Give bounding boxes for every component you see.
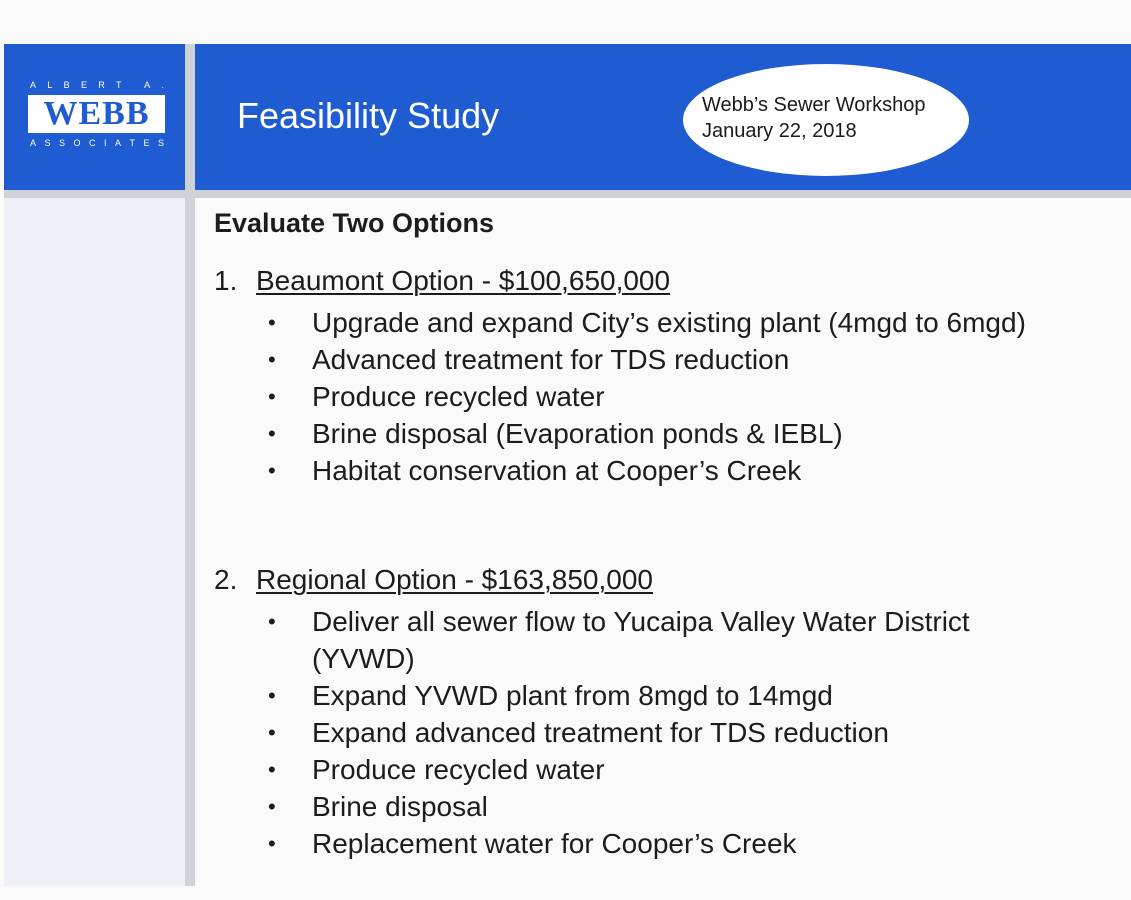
list-item: • Brine disposal (Evaporation ponds & IEBL) (268, 415, 1028, 452)
bullet-icon: • (268, 310, 276, 335)
bullet-icon: • (268, 683, 276, 708)
option-heading (214, 564, 653, 596)
list-item: • Expand advanced treatment for TDS reduction (268, 714, 1028, 751)
option-label: Regional Option - $163,850,000 (256, 564, 653, 595)
list-item: • Expand YVWD plant from 8mgd to 14mgd (268, 677, 1028, 714)
bullet-icon: • (268, 757, 276, 782)
list-item: • Brine disposal (268, 788, 1028, 825)
list-item: • Produce recycled water (268, 751, 1028, 788)
section-heading: Evaluate Two Options (214, 208, 495, 238)
bullet-icon: • (268, 831, 276, 856)
list-item: • Produce recycled water (268, 378, 1028, 415)
workshop-date: January 22, 2018 (702, 120, 857, 142)
page-title: Feasibility Study (237, 95, 500, 136)
workshop-name: Webb’s Sewer Workshop (702, 94, 926, 116)
option-bullet-list (268, 304, 1028, 489)
option-heading (214, 265, 670, 297)
logo-top-letters: A L B E R T A . (30, 80, 164, 90)
left-column (4, 198, 185, 886)
bullet-icon: • (268, 609, 276, 634)
bullet-icon: • (268, 794, 276, 819)
list-item: • Advanced treatment for TDS reduction (268, 341, 1028, 378)
list-item: • Upgrade and expand City’s existing plant (4mgd to 6mgd) (268, 304, 1028, 341)
list-item: • Deliver all sewer flow to Yucaipa Valley Water District (YVWD) (268, 603, 1028, 677)
bullet-icon: • (268, 347, 276, 372)
bullet-icon: • (268, 384, 276, 409)
option-number: 1. (214, 265, 238, 296)
horizontal-divider (4, 190, 1131, 198)
bullet-icon: • (268, 458, 276, 483)
option-bullet-list (268, 603, 1028, 862)
list-item: • Replacement water for Cooper’s Creek (268, 825, 1028, 862)
logo-bottom-letters: A S S O C I A T E S (30, 138, 164, 148)
bullet-icon: • (268, 421, 276, 446)
vertical-divider (185, 44, 195, 886)
option-label: Beaumont Option - $100,650,000 (256, 265, 671, 296)
logo-wordmark: WEBB (28, 95, 165, 133)
option-number: 2. (214, 564, 238, 595)
bullet-icon: • (268, 720, 276, 745)
list-item: • Habitat conservation at Cooper’s Creek (268, 452, 1028, 489)
